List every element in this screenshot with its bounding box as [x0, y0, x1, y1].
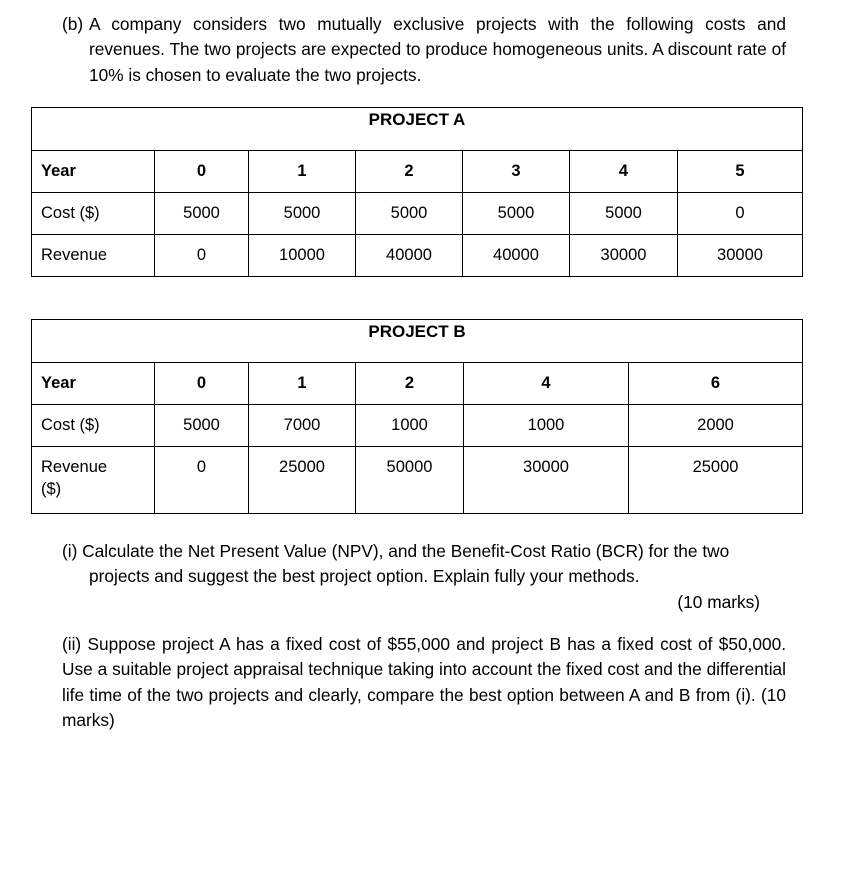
- table-cell: 40000: [356, 235, 463, 277]
- question-i-text: (i) Calculate the Net Present Value (NPV), and the Benefit-Cost Ratio (BCR) for the two projects and suggest the best project option. Explain fully your methods.: [62, 541, 730, 587]
- table-cell: 0: [155, 363, 249, 405]
- table-cell: 2: [356, 363, 464, 405]
- table-cell: 4: [570, 151, 678, 193]
- project-b-title: PROJECT B: [32, 320, 803, 363]
- table-cell: 0: [155, 151, 249, 193]
- table-cell: 6: [629, 363, 803, 405]
- question-b: [62, 12, 786, 88]
- table-cell: 3: [463, 151, 570, 193]
- question-ii-text: (ii) Suppose project A has a fixed cost of $55,000 and project B has a fixed cost of $50,000. Use a suitable project appraisal technique taking into account the fixed cost and the differential life time of the two projects and clearly, compare the best option between A and B from (i).: [62, 634, 786, 705]
- table-cell: 50000: [356, 447, 464, 514]
- table-row: [32, 363, 803, 405]
- table-cell: 2: [356, 151, 463, 193]
- table-cell: 0: [155, 447, 249, 514]
- table-cell: 1: [249, 151, 356, 193]
- table-cell: 4: [464, 363, 629, 405]
- project-a-table: [31, 107, 803, 277]
- table-cell: 2000: [629, 405, 803, 447]
- row-label: Cost ($): [32, 193, 155, 235]
- table-cell: 10000: [249, 235, 356, 277]
- table-cell: 5000: [155, 405, 249, 447]
- row-label: Cost ($): [32, 405, 155, 447]
- row-label: Year: [32, 151, 155, 193]
- table-cell: 30000: [678, 235, 803, 277]
- table-cell: 5000: [249, 193, 356, 235]
- question-b-label: (b): [62, 14, 84, 34]
- table-cell: 30000: [570, 235, 678, 277]
- question-b-text: A company considers two mutually exclusive projects with the following costs and revenues. The two projects are expected to produce homogeneous units. A discount rate of 10% is chosen to evaluate the two projects.: [89, 14, 786, 85]
- project-b-table: [31, 319, 803, 514]
- row-label: Revenue: [32, 235, 155, 277]
- table-cell: 7000: [249, 405, 356, 447]
- table-row: [32, 405, 803, 447]
- table-row: [32, 193, 803, 235]
- table-cell: 0: [678, 193, 803, 235]
- question-i: [62, 539, 786, 615]
- table-cell: 40000: [463, 235, 570, 277]
- project-a-title: PROJECT A: [32, 108, 803, 151]
- table-cell: 1000: [464, 405, 629, 447]
- table-cell: 30000: [464, 447, 629, 514]
- table-cell: 5000: [463, 193, 570, 235]
- table-cell: 5000: [356, 193, 463, 235]
- question-ii: [62, 632, 786, 733]
- question-i-marks: (10 marks): [677, 591, 760, 612]
- table-cell: 5: [678, 151, 803, 193]
- question-ii-marks: (10 marks): [62, 684, 786, 730]
- table-row: [32, 151, 803, 193]
- row-label: Year: [32, 363, 155, 405]
- row-label: Revenue ($): [32, 447, 155, 514]
- table-cell: 1000: [356, 405, 464, 447]
- table-cell: 25000: [249, 447, 356, 514]
- table-cell: 5000: [155, 193, 249, 235]
- table-cell: 5000: [570, 193, 678, 235]
- table-cell: 0: [155, 235, 249, 277]
- table-cell: 25000: [629, 447, 803, 514]
- table-row: [32, 235, 803, 277]
- table-row: [32, 447, 803, 514]
- table-cell: 1: [249, 363, 356, 405]
